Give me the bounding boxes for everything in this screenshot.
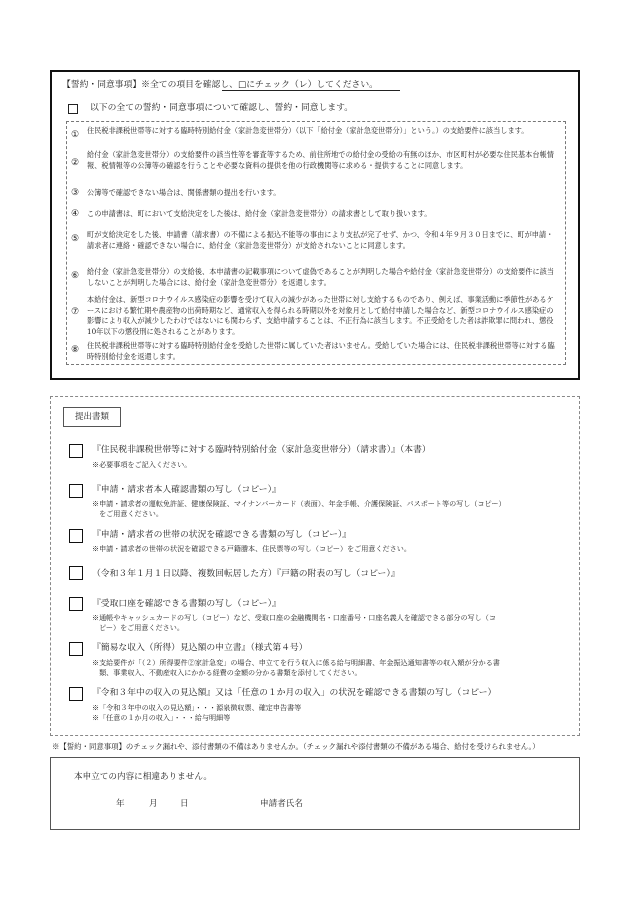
document-checkbox-2[interactable] [69, 484, 83, 498]
document-title-7: 『令和３年中の収入の見込額』又は「任意の１か月の収入」の状況を確認できる書類の写し（コピー） [92, 688, 497, 698]
item-number: ② [71, 158, 80, 168]
document-note-2a: ※申請・請求者の運転免許証、健康保険証、マイナンバーカード（表面）、年金手帳、介護保険証、パスポート等の写し（コピー） [92, 499, 506, 508]
document-title-5: 『受取口座を確認できる書類の写し（コピー）』 [92, 599, 281, 609]
document-note-5b: ピー）をご用意ください。 [92, 623, 184, 632]
item-text: 公簿等で確認できない場合は、関係書類の提出を行います。 [87, 188, 281, 197]
agree-all-label: 以下の全ての誓約・同意事項について確認し、誓約・同意します。 [90, 103, 354, 113]
document-note-6a: ※支給要件が「（２）所得要件②家計急変」の場合、申立てを行う収入に係る給与明細書、年金振込通知書等の収入額が分かる書 [92, 658, 500, 667]
document-checkbox-7[interactable] [69, 687, 83, 701]
document-title-1: 『住民税非課税世帯等に対する臨時特別給付金（家計急変世帯分）（請求書）』（本書） [92, 445, 431, 455]
item-text: 給付金（家計急変世帯分）の支給後、本申請書の記載事項について虚偽であることが判明した場合や給付金（家計急変世帯分）の支給要件に該当しないことが判明した場合には、給付金（家計急変世帯分）を返還します。 [87, 267, 555, 287]
signature-statement: 本申立ての内容に相違ありません。 [74, 772, 213, 782]
document-note-1: ※必要事項をご記入ください。 [92, 460, 192, 469]
document-note-7a: ※「令和３年中の収入の見込額」・・・源泉徴収票、確定申告書等 [92, 703, 302, 712]
consent-items-box [66, 121, 566, 365]
document-note-5a: ※通帳やキャッシュカードの写し（コピー）など、受取口座の金融機関名・口座番号・口座名義人を確認できる部分の写し（コ [92, 613, 496, 622]
applicant-name-label: 申請者氏名 [260, 799, 303, 809]
item-text: 給付金（家計急変世帯分）の支給要件の該当性等を審査等するため、前住所地での給付金の受給の有無のほか、市区町村が必要な住民基本台帳情報、税情報等の公簿等の確認を行うことや必要な資料の提供を他の行政機関等に求める・提供することに同意します。 [87, 150, 554, 170]
item-text: 本給付金は、新型コロナウイルス感染症の影響を受けて収入の減少があった世帯に対し支給するものであり、例えば、事業活動に季節性があるケースにおける繁忙期や農産物の出荷時期など、通常収入を得られる時期以外を対象月として給付申請した場合など、新型コロナウイルス感染症の影響により収入が減少したわけではないにも関わらず、支給申請することは、不正行為に該当します。不正受給をした者は詐欺罪に問われ、懲役10年以下の懲役刑に処されることがあります。 [87, 295, 554, 336]
document-note-2b: をご用意ください。 [92, 509, 163, 518]
agree-all-checkbox[interactable] [68, 104, 78, 114]
document-title-6: 『簡易な収入（所得）見込額の申立書』（様式第４号） [92, 643, 308, 653]
document-checkbox-4[interactable] [69, 566, 83, 580]
footer-warning: ※【誓約・同意事項】のチェック漏れや、添付書類の不備はありませんか。（チェック漏れや添付書類の不備がある場合、給付を受けられません。） [52, 742, 540, 751]
document-title-3: 『申請・請求者の世帯の状況を確認できる書類の写し（コピー）』 [92, 530, 352, 540]
document-title-4: （令和３年１月１日以降、複数回転居した方）『戸籍の附表の写し（コピー）』 [92, 569, 400, 579]
document-note-7b: ※「任意の１か月の収入」・・・給与明細等 [92, 713, 231, 722]
item-number: ⑧ [71, 345, 80, 355]
item-text: 町が支給決定をした後、申請書（請求書）の不備による振込不能等の事由により支払が完了せず、かつ、令和４年９月３０日までに、町が申請・請求者に連絡・確認できない場合に、給付金（家計急変世帯分）が支給されないことに同意します。 [87, 230, 554, 250]
document-title-2: 『申請・請求者本人確認書類の写し（コピー）』 [92, 485, 281, 495]
consent-header: 【誓約・同意事項】※全ての項目を確認し、□にチェック（レ）してください。 [62, 80, 378, 90]
signature-day-label: 日 [180, 799, 189, 809]
document-checkbox-1[interactable] [69, 444, 83, 458]
signature-year-label: 年 [116, 799, 125, 809]
document-note-3: ※申請・請求者の世帯の状況を確認できる戸籍謄本、住民票等の写し（コピー）をご用意ください。 [92, 544, 411, 553]
item-number: ④ [71, 209, 80, 219]
item-text: 住民税非課税世帯等に対する臨時特別給付金（家計急変世帯分）（以下「給付金（家計急変世帯分）」という。）の支給要件に該当します。 [87, 126, 529, 135]
item-number: ③ [71, 188, 80, 198]
document-note-6b: 類、事業収入、不動産収入にかかる経費の金額の分かる書類を添付してください。 [92, 668, 362, 677]
item-number: ① [71, 130, 80, 140]
applicant-name-field[interactable] [310, 790, 560, 806]
signature-month-label: 月 [149, 799, 158, 809]
item-text: この申請書は、町において支給決定をした後は、給付金（家計急変世帯分）の請求書として取り扱います。 [87, 209, 432, 218]
consent-header-underline [222, 90, 400, 91]
document-checkbox-5[interactable] [69, 597, 83, 611]
item-text: 住民税非課税世帯等に対する臨時特別給付金を受給した世帯に属していた者はいません。受給していた場合には、住民税非課税世帯等に対する臨時特別給付金を返還します。 [87, 341, 555, 361]
document-checkbox-3[interactable] [69, 529, 83, 543]
item-number: ⑥ [71, 271, 80, 281]
document-checkbox-6[interactable] [69, 642, 83, 656]
documents-label: 提出書類 [63, 407, 121, 427]
item-number: ⑤ [71, 234, 80, 244]
item-number: ⑦ [71, 307, 80, 317]
